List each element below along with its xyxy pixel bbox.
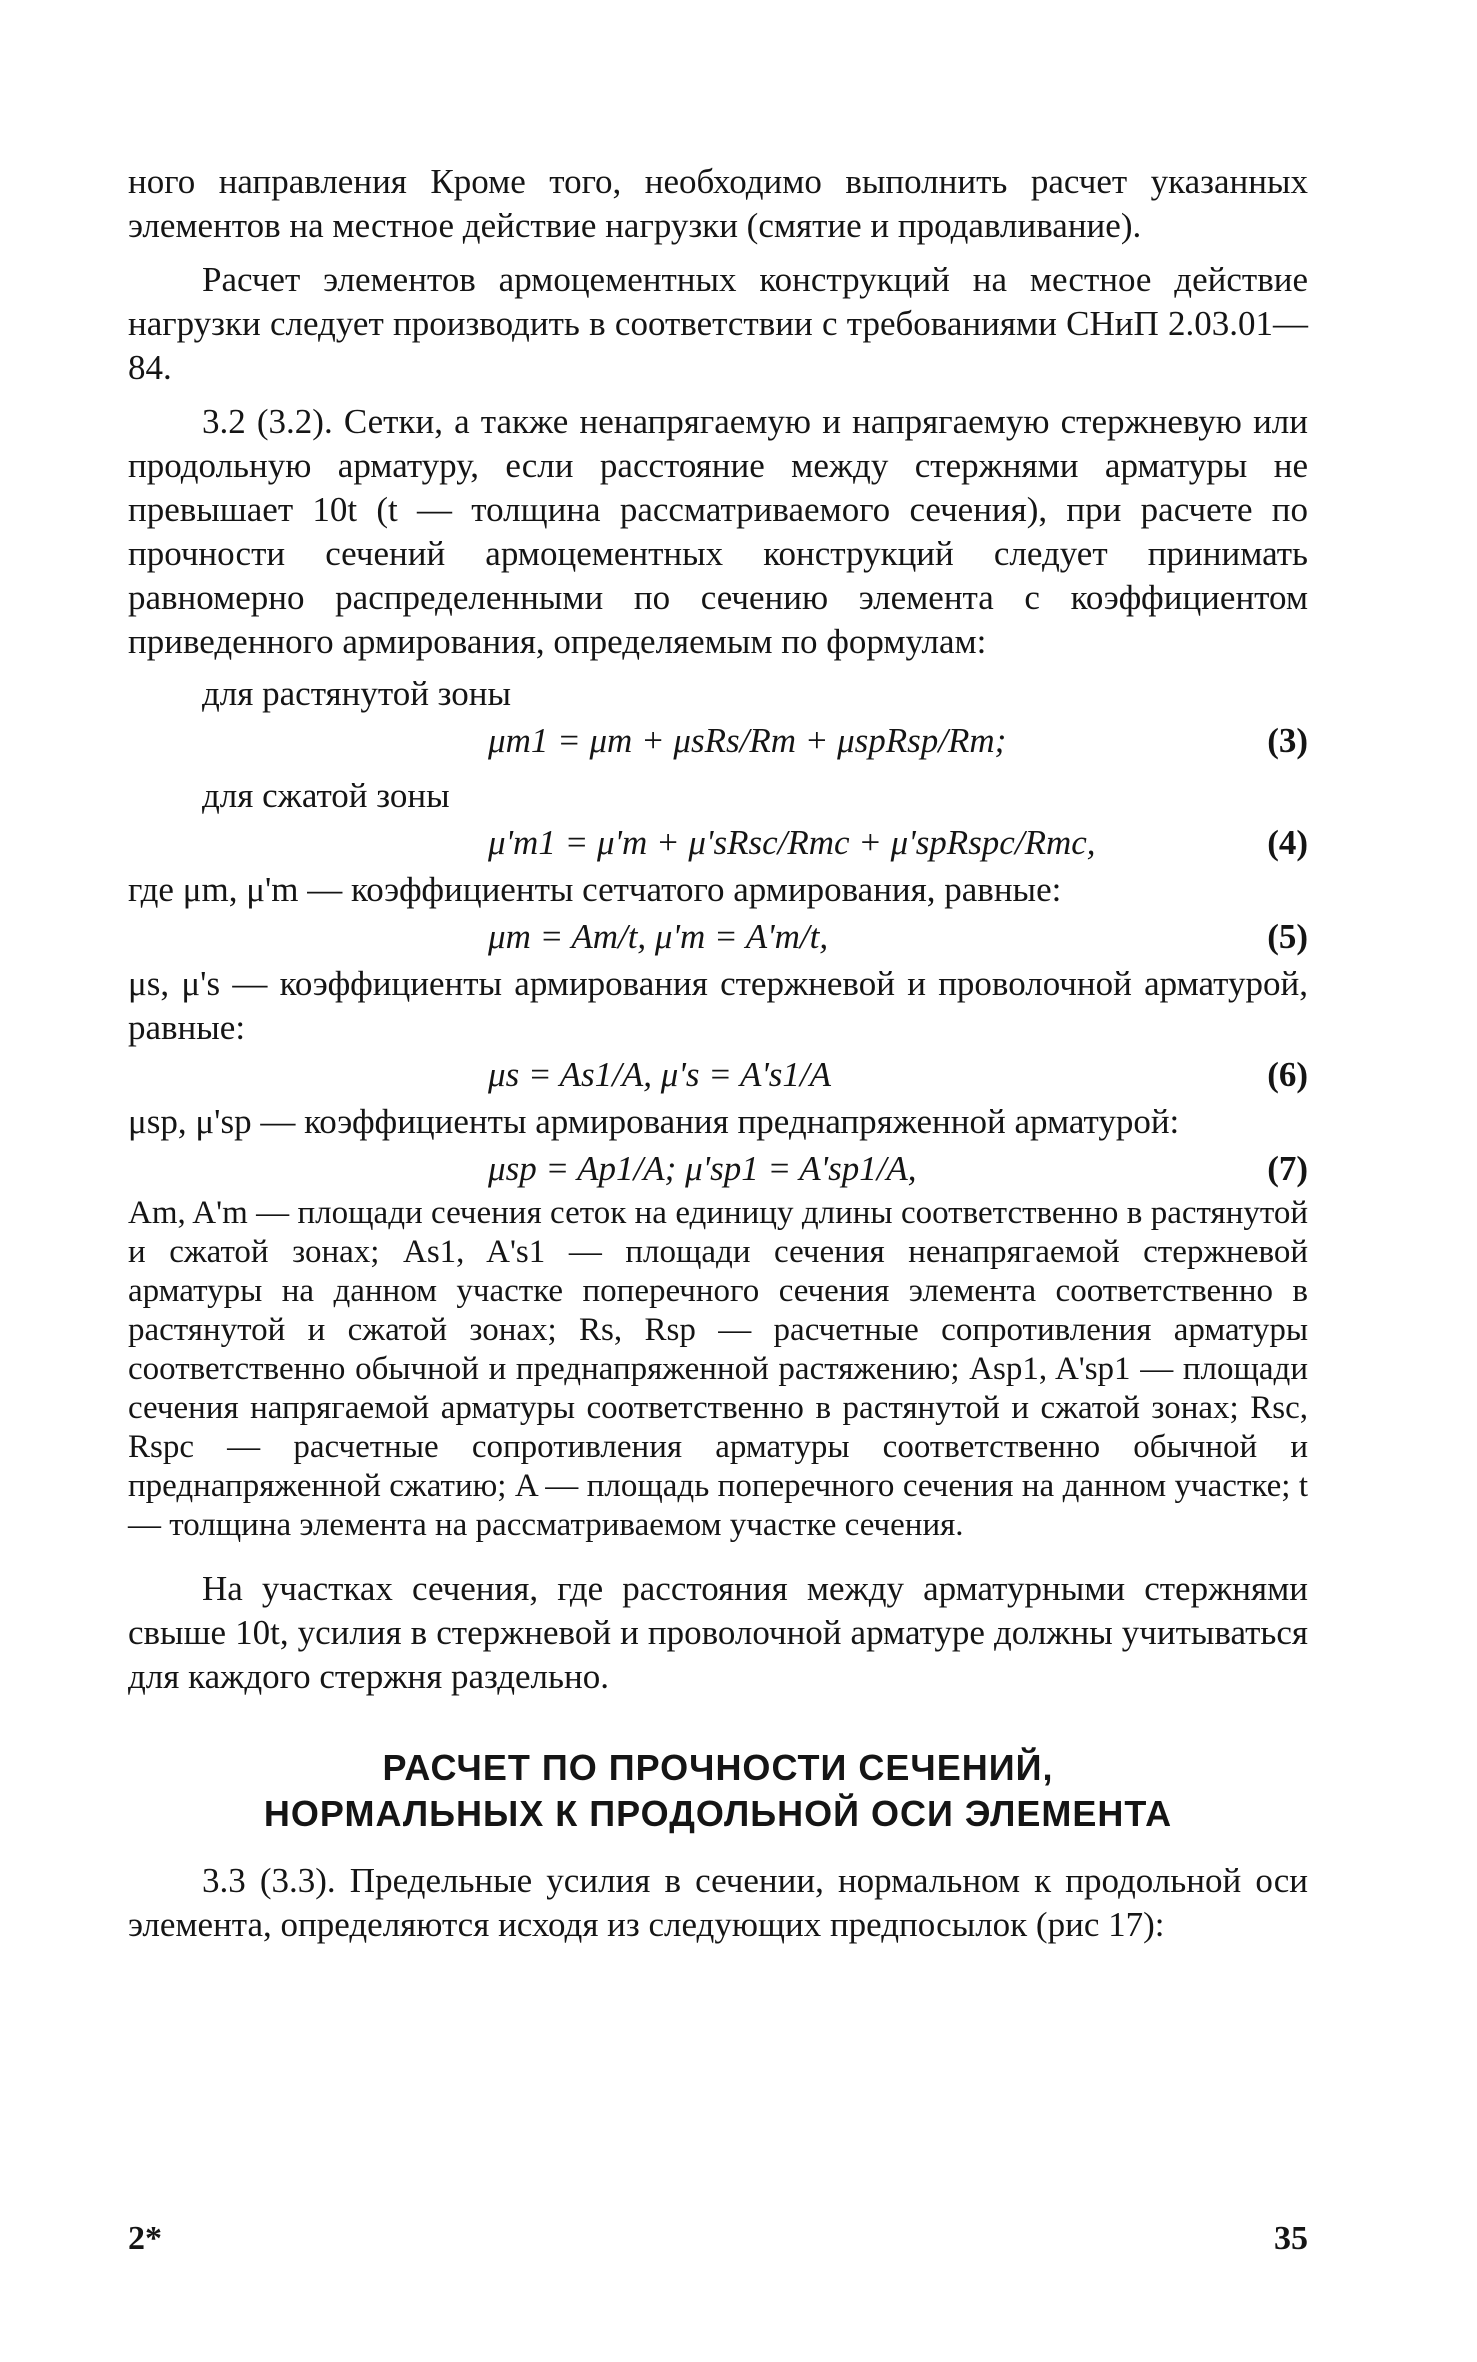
formula-6-number: (6) — [1267, 1055, 1308, 1094]
section-heading-line-2: НОРМАЛЬНЫХ К ПРОДОЛЬНОЙ ОСИ ЭЛЕМЕНТА — [263, 1793, 1173, 1834]
where-rod-coefficients: μs, μ's — коэффициенты армирования стержневой и проволочной арматурой, равные: — [128, 964, 1308, 1047]
formula-7 — [128, 1144, 1308, 1194]
page-body — [128, 160, 1308, 1947]
formula-7-expression: μsp = Ap1/A; μ'sp1 = A'sp1/A, — [488, 1149, 917, 1188]
formula-5-expression: μm = Am/t, μ'm = A'm/t, — [488, 917, 829, 956]
formula-5-number: (5) — [1267, 917, 1308, 956]
formula-4 — [128, 818, 1308, 868]
formula-7-number: (7) — [1267, 1149, 1308, 1188]
signature-mark: 2* — [128, 2220, 162, 2257]
paragraph-rod-spacing: На участках сечения, где расстояния между арматурными стержнями свыше 10t, усилия в стержневой и проволочной арматуре должны учитываться для каждого стержня раздельно. — [128, 1569, 1308, 1696]
section-heading-line-1: РАСЧЕТ ПО ПРОЧНОСТИ СЕЧЕНИЙ, — [382, 1747, 1054, 1788]
label-compression-zone: для сжатой зоны — [202, 776, 450, 815]
where-mesh-coefficients: где μm, μ'm — коэффициенты сетчатого армирования, равные: — [128, 870, 1062, 909]
paragraph-local-load: Расчет элементов армоцементных конструкций на местное действие нагрузки следует производить в соответствии с требованиями СНиП 2.03.01—84. — [128, 260, 1308, 387]
definitions-paragraph: Am, A'm — площади сечения сеток на единицу длины соответственно в растянутой и сжатой зонах; As1, A's1 — площади сечения ненапрягаемой стержневой арматуры на данном участке поперечного сечения элемента соответственно в растянутой и сжатой зонах; Rs, Rsp — расчетные сопротивления арматуры соответственно обычной и преднапряженной растяжению; Asp1, A'sp1 — площади сечения напрягаемой арматуры соответственно в растянутой и сжатой зонах; Rsc, Rspc — расчетные сопротивления арматуры соответственно обычной и преднапряженной сжатию; A — площадь поперечного сечения на данном участке; t — толщина элемента на рассматриваемом участке сечения. — [128, 1195, 1308, 1543]
paragraph-clause-3-2: 3.2 (3.2). Сетки, а также ненапрягаемую и напрягаемую стержневую или продольную арматуру, если расстояние между стержнями арматуры не превышает 10t (t — толщина рассматриваемого сечения), при расчете по прочности сечений армоцементных конструкций следует принимать равномерно распределенными по сечению элемента с коэффициентом приведенного армирования, определяемым по формулам: — [128, 402, 1308, 661]
paragraph-clause-3-3: 3.3 (3.3). Предельные усилия в сечении, нормальном к продольной оси элемента, определяются исходя из следующих предпосылок (рис 17): — [128, 1861, 1308, 1944]
formula-6-expression: μs = As1/A, μ's = A's1/A — [488, 1055, 832, 1094]
section-heading — [128, 1745, 1308, 1837]
label-tension-zone: для растянутой зоны — [202, 674, 512, 713]
formula-3-expression: μm1 = μm + μsRs/Rm + μspRsp/Rm; — [488, 721, 1007, 760]
formula-4-number: (4) — [1267, 823, 1308, 862]
where-prestressed-coefficients: μsp, μ'sp — коэффициенты армирования преднапряженной арматурой: — [128, 1102, 1180, 1141]
formula-6 — [128, 1050, 1308, 1100]
page-number: 35 — [1274, 2220, 1308, 2257]
formula-3 — [128, 716, 1308, 766]
paragraph-continuation: ного направления Кроме того, необходимо выполнить расчет указанных элементов на местное действие нагрузки (смятие и продавливание). — [128, 162, 1308, 245]
formula-5 — [128, 912, 1308, 962]
formula-3-number: (3) — [1267, 721, 1308, 760]
formula-4-expression: μ'm1 = μ'm + μ'sRsc/Rmc + μ'spRspc/Rmc, — [488, 823, 1096, 862]
